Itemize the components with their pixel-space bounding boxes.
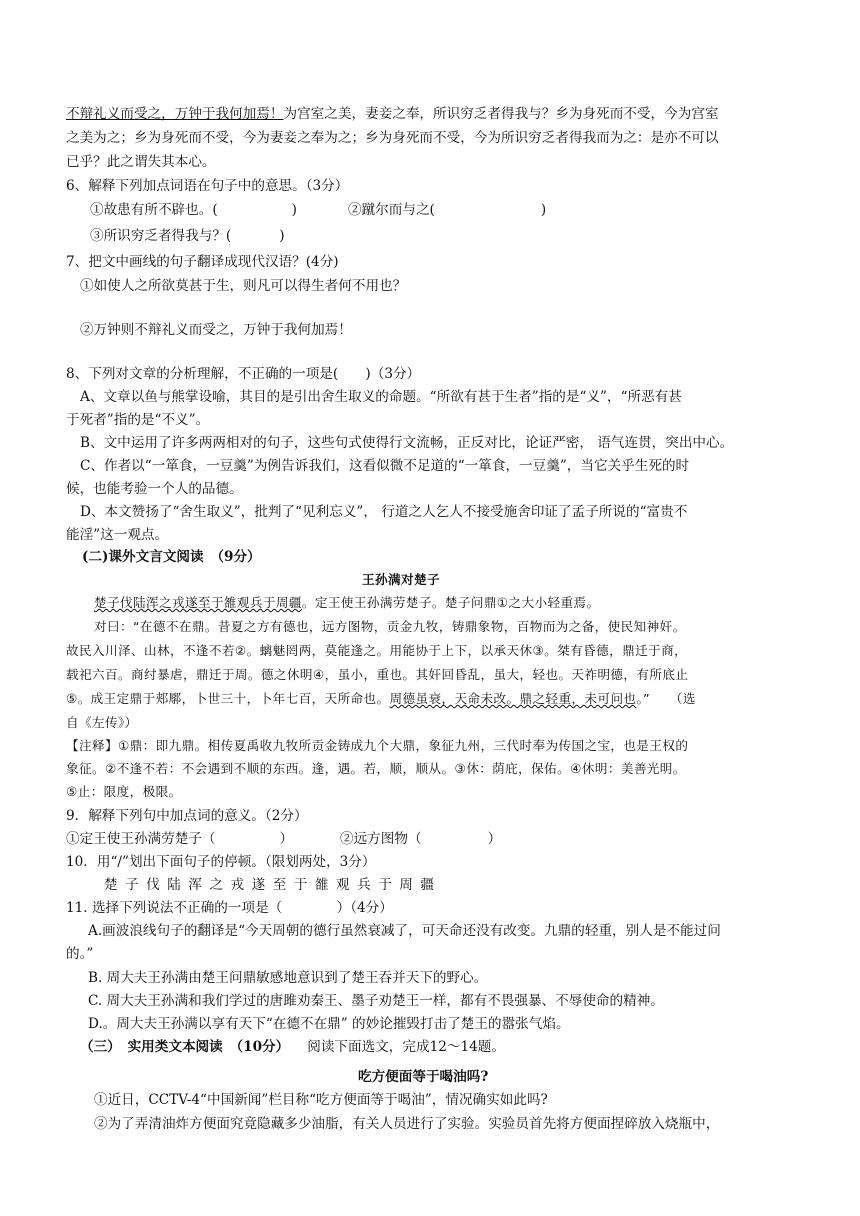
q11-stem: 11. 选择下列说法不正确的一项是（ ）（4分） xyxy=(66,900,393,916)
classical-source: 自《左传》） xyxy=(66,715,138,730)
q6-stem: 6、解释下列加点词语在句子中的意思。（3分） xyxy=(66,178,349,194)
section-3-heading-line xyxy=(80,1037,505,1057)
passage-line-1: 不辩礼义而受之，万钟于我何加焉！为宫室之美，妻妾之奉，所识穷乏者得我与？乡为身死而不受，今为宫室 xyxy=(66,106,719,122)
q6-item-2: ②蹴尔而与之( ) xyxy=(348,202,547,218)
q8-option-d-line-1: D、本文赞扬了“舍生取义”，批判了“见利忘义”， 行道之人乞人不接受施舍印证了孟子所说的“富贵不 xyxy=(80,504,688,520)
q8-option-c-line-1: C、作者以“一箪食，一豆羹”为例告诉我们，这看似微不足道的“一箪食，一豆羹”，当它关乎生死的时 xyxy=(80,458,690,474)
q6-item-3: ③所识穷乏者得我与？( ) xyxy=(90,228,285,244)
underlined-sentence: 不辩礼义而受之，万钟于我何加焉！ xyxy=(66,106,284,122)
q11-option-a-line-1: A.画波浪线句子的翻译是“今天周朝的德行虽然衰减了，可天命还没有改变。九鼎的轻重，别人是不能过问 xyxy=(88,923,721,939)
section-3-instruction: 阅读下面选文，完成12～14题。 xyxy=(307,1039,505,1055)
passage-line-3: 已乎？此之谓失其本心。 xyxy=(66,154,216,170)
classical-para-5: ⑤。成王定鼎于郏鄏，卜世三十，卜年七百，天所命也。周德虽衰，天命未改。鼎之轻重，未可问也。” （选 xyxy=(66,691,696,706)
q11-option-b: B. 周大夫王孙满由楚王问鼎敏感地意识到了楚王吞并天下的野心。 xyxy=(88,970,488,986)
q11-option-a-line-2: 的。” xyxy=(66,946,94,962)
q10-sentence[interactable]: 楚子伐陆浑之戎遂至于雒观兵于周疆 xyxy=(104,877,442,893)
article-para-1: ①近日，CCTV-4“中国新闻”栏目称“吃方便面等于喝油”，情况确实如此吗? xyxy=(94,1092,548,1108)
q7-stem: 7、把文中画线的句子翻译成现代汉语？(4分) xyxy=(66,254,339,270)
classical-para-4: 载祀六百。商纣暴虐，鼎迁于周。德之休明④，虽小，重也。其奸回昏乱，虽大，轻也。天祚明德，有所底止 xyxy=(66,667,689,682)
classical-para-1: 楚子伐陆浑之戎遂至于雒观兵于周疆。定王使王孙满劳楚子。楚子问鼎①之大小轻重焉。 xyxy=(94,595,600,610)
passage-line-2: 之美为之；乡为身死而不受，今为妻妾之奉为之；乡为身死而不受，今为所识穷乏者得我而为之：是亦不可以 xyxy=(66,130,719,146)
notes-line-1: 【注释】①鼎：即九鼎。相传夏禹收九牧所贡金铸成九个大鼎，象征九州，三代时奉为传国之宝，也是王权的 xyxy=(66,738,689,753)
q8-option-d-line-2: 能淫”这一观点。 xyxy=(66,527,169,543)
q8-option-b: B、文中运用了许多两两相对的句子，这些句式使得行文流畅，正反对比，论证严密， 语气连贯，突出中心。 xyxy=(80,435,734,451)
q6-item-1: ①故患有所不辟也。( ) xyxy=(90,202,297,218)
classical-para-2: 对曰：“在德不在鼎。昔夏之方有德也，远方图物，贡金九牧，铸鼎象物，百物而为之备，使民知神奸。 xyxy=(94,619,686,634)
article-para-2: ②为了弄清油炸方便面究竟隐藏多少油脂，有关人员进行了实验。实验员首先将方便面捏碎放入烧瓶中， xyxy=(94,1116,720,1132)
article-title: 吃方便面等于喝油吗? xyxy=(358,1069,489,1085)
wavy-underlined-sentence: 楚子伐陆浑之戎遂至于雒观兵于周疆 xyxy=(94,595,302,610)
q9-stem: 9．解释下列句中加点词的意义。（2分） xyxy=(66,808,308,824)
q9-item-2: ②远方图物（ ） xyxy=(340,831,502,847)
q11-option-c: C. 周大夫王孙满和我们学过的唐雎劝秦王、墨子劝楚王一样，都有不畏强暴、不辱使命的精神。 xyxy=(88,993,664,1009)
q8-option-c-line-2: 候，也能考验一个人的品德。 xyxy=(66,481,243,497)
q9-item-1: ①定王使王孙满劳楚子（ ） xyxy=(66,831,294,847)
section-2-heading: (二)课外文言文阅读 （9分） xyxy=(82,549,261,565)
q7-item-2: ②万钟则不辩礼义而受之，万钟于我何加焉！ xyxy=(80,322,352,338)
q8-option-a-line-1: A、文章以鱼与熊掌设喻，其目的是引出舍生取义的命题。“所欲有甚于生者”指的是“义”，“所恶有甚 xyxy=(80,389,682,405)
wavy-underlined-sentence: 周德虽衰，天命未改。鼎之轻重，未可问也 xyxy=(389,691,637,706)
q11-option-d: D.。周大夫王孙满以享有天下“在德不在鼎” 的妙论摧毁打击了楚王的嚣张气焰。 xyxy=(88,1016,570,1032)
q7-item-1: ①如使人之所欲莫甚于生，则凡可以得生者何不用也？ xyxy=(80,278,407,294)
q10-stem: 10．用“/”划出下面句子的停顿。（限划两处，3分） xyxy=(66,854,376,870)
classical-para-3: 故民入川泽、山林，不逢不若②。螭魅罔两，莫能逢之。用能协于上下，以承天休③。桀有昏德，鼎迁于商， xyxy=(66,643,688,658)
q8-stem: 8、下列对文章的分析理解，不正确的一项是( )（3分） xyxy=(66,366,421,382)
notes-line-3: ⑤止：限度，极限。 xyxy=(66,784,182,799)
section-3-heading: （三） 实用类文本阅读 （10分） xyxy=(80,1039,290,1055)
notes-line-2: 象征。②不逢不若：不会遇到不顺的东西。逢，遇。若，顺，顺从。③休：荫庇，保佑。④休明：美善光明。 xyxy=(66,761,686,776)
passage-title: 王孙满对楚子 xyxy=(362,572,440,587)
q8-option-a-line-2: 于死者”指的是“不义”。 xyxy=(66,412,210,428)
